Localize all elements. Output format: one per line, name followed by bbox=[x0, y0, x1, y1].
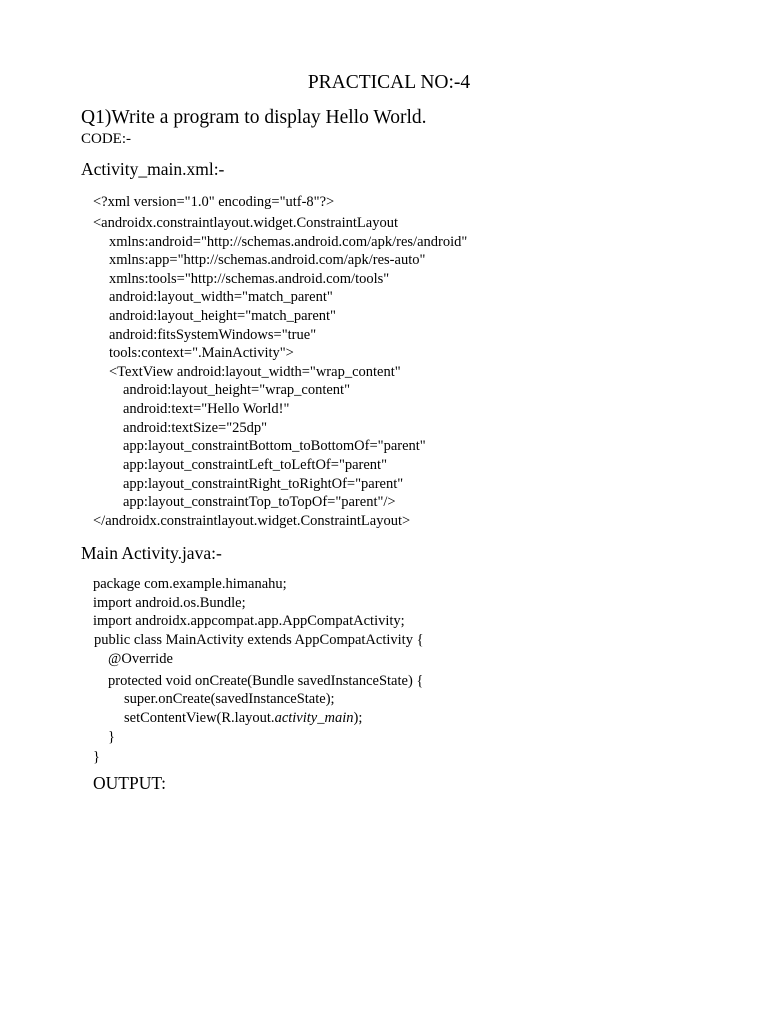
code-line: @Override bbox=[108, 651, 173, 667]
code-segment: setContentView(R.layout. bbox=[124, 710, 275, 726]
code-line: xmlns:app="http://schemas.android.com/apk/res-auto" bbox=[109, 252, 426, 268]
code-line: } bbox=[93, 749, 100, 765]
code-segment-italic: activity_main bbox=[274, 710, 354, 726]
code-line: <androidx.constraintlayout.widget.ConstraintLayout bbox=[93, 215, 398, 231]
code-line: tools:context=".MainActivity"> bbox=[109, 345, 294, 361]
code-line: xmlns:tools="http://schemas.android.com/tools" bbox=[109, 271, 390, 287]
code-line: } bbox=[108, 729, 115, 745]
code-line: android:layout_width="match_parent" bbox=[109, 289, 333, 305]
code-line: android:layout_height="match_parent" bbox=[109, 308, 336, 324]
page-title: PRACTICAL NO:-4 bbox=[307, 72, 471, 93]
code-line: public class MainActivity extends AppCompatActivity { bbox=[94, 632, 424, 648]
code-line: import android.os.Bundle; bbox=[93, 595, 246, 611]
code-line: package com.example.himanahu; bbox=[93, 576, 287, 592]
code-line: app:layout_constraintBottom_toBottomOf="parent" bbox=[123, 438, 426, 454]
code-line: protected void onCreate(Bundle savedInstanceState) { bbox=[108, 673, 424, 689]
code-line: <?xml version="1.0" encoding="utf-8"?> bbox=[93, 194, 335, 210]
code-line: import androidx.appcompat.app.AppCompatActivity; bbox=[93, 613, 405, 629]
code-line: android:text="Hello World!" bbox=[123, 401, 290, 417]
code-line: <TextView android:layout_width="wrap_content" bbox=[109, 364, 401, 380]
output-label: OUTPUT: bbox=[93, 773, 167, 793]
code-line: super.onCreate(savedInstanceState); bbox=[124, 691, 335, 707]
code-line: </androidx.constraintlayout.widget.ConstraintLayout> bbox=[93, 513, 411, 529]
question-text: Q1)Write a program to display Hello World. bbox=[81, 107, 427, 128]
code-line: android:textSize="25dp" bbox=[123, 420, 268, 436]
code-segment: ); bbox=[353, 710, 363, 726]
code-line: app:layout_constraintRight_toRightOf="parent" bbox=[123, 476, 404, 492]
code-line: xmlns:android="http://schemas.android.com/apk/res/android" bbox=[109, 234, 468, 250]
code-line bbox=[124, 711, 362, 726]
code-line: android:fitsSystemWindows="true" bbox=[109, 327, 317, 343]
code-line: app:layout_constraintTop_toTopOf="parent"/> bbox=[123, 494, 396, 510]
code-label: CODE:- bbox=[81, 131, 131, 147]
xml-section-heading: Activity_main.xml:- bbox=[81, 159, 225, 179]
java-section-heading: Main Activity.java:- bbox=[81, 543, 222, 563]
code-line: android:layout_height="wrap_content" bbox=[123, 382, 350, 398]
code-line: app:layout_constraintLeft_toLeftOf="parent" bbox=[123, 457, 388, 473]
